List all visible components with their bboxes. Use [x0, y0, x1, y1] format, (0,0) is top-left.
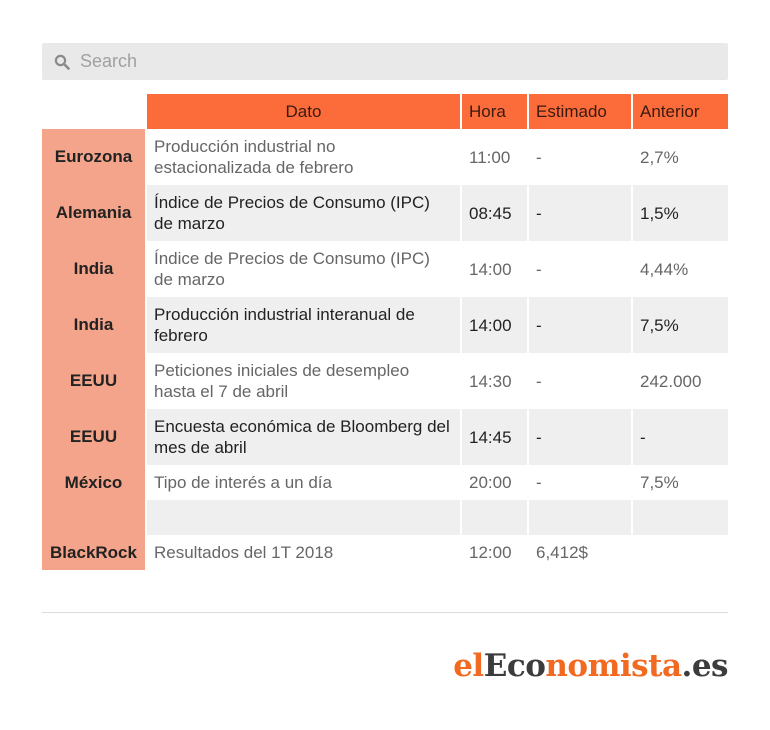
hora-cell: 14:00	[462, 297, 529, 353]
dato-cell: Índice de Precios de Consumo (IPC) de marzo	[147, 185, 462, 241]
table-row	[42, 185, 728, 241]
country-cell: BlackRock	[42, 535, 147, 570]
estimado-cell	[529, 500, 633, 535]
estimado-cell: -	[529, 297, 633, 353]
search-input[interactable]	[80, 51, 680, 72]
dato-cell: Producción industrial interanual de febrero	[147, 297, 462, 353]
header-anterior: Anterior	[633, 94, 728, 129]
hora-cell: 08:45	[462, 185, 529, 241]
hora-cell: 12:00	[462, 535, 529, 570]
country-cell: Eurozona	[42, 129, 147, 185]
hora-cell	[462, 500, 529, 535]
logo-part-nomista: nomista	[545, 648, 682, 684]
dato-cell: Resultados del 1T 2018	[147, 535, 462, 570]
hora-cell: 14:45	[462, 409, 529, 465]
country-cell: México	[42, 465, 147, 500]
anterior-cell: 4,44%	[633, 241, 728, 297]
hora-cell: 14:00	[462, 241, 529, 297]
table-row	[42, 535, 728, 570]
dato-cell: Índice de Precios de Consumo (IPC) de marzo	[147, 241, 462, 297]
header-dato: Dato	[147, 94, 462, 129]
estimado-cell: -	[529, 241, 633, 297]
anterior-cell: 242.000	[633, 353, 728, 409]
agenda-table	[42, 94, 728, 570]
header-corner	[42, 94, 147, 129]
logo-part-eco: Eco	[483, 648, 546, 684]
dato-cell: Peticiones iniciales de desempleo hasta el 7 de abril	[147, 353, 462, 409]
table-row	[42, 129, 728, 185]
anterior-cell: 2,7%	[633, 129, 728, 185]
estimado-cell: -	[529, 409, 633, 465]
anterior-cell	[633, 535, 728, 570]
table-row	[42, 465, 728, 500]
table-row	[42, 241, 728, 297]
anterior-cell: 1,5%	[633, 185, 728, 241]
dato-cell: Producción industrial no estacionalizada de febrero	[147, 129, 462, 185]
header-estimado: Estimado	[529, 94, 633, 129]
country-cell: India	[42, 241, 147, 297]
logo-part-es: .es	[681, 648, 728, 684]
country-cell: Alemania	[42, 185, 147, 241]
country-cell: EEUU	[42, 353, 147, 409]
eleconomista-logo[interactable]	[453, 648, 728, 684]
estimado-cell: -	[529, 465, 633, 500]
table-row	[42, 297, 728, 353]
hora-cell: 20:00	[462, 465, 529, 500]
table-header-row	[42, 94, 728, 129]
table-row-empty	[42, 500, 728, 535]
footer-divider	[42, 612, 728, 613]
search-icon	[54, 54, 70, 70]
estimado-cell: -	[529, 185, 633, 241]
table-row	[42, 409, 728, 465]
header-hora: Hora	[462, 94, 529, 129]
logo-part-el: el	[453, 648, 484, 684]
hora-cell: 14:30	[462, 353, 529, 409]
anterior-cell: 7,5%	[633, 465, 728, 500]
anterior-cell: 7,5%	[633, 297, 728, 353]
dato-cell	[147, 500, 462, 535]
hora-cell: 11:00	[462, 129, 529, 185]
search-bar[interactable]	[42, 43, 728, 80]
country-cell	[42, 500, 147, 535]
country-cell: EEUU	[42, 409, 147, 465]
dato-cell: Tipo de interés a un día	[147, 465, 462, 500]
estimado-cell: -	[529, 353, 633, 409]
anterior-cell: -	[633, 409, 728, 465]
estimado-cell: -	[529, 129, 633, 185]
anterior-cell	[633, 500, 728, 535]
table-row	[42, 353, 728, 409]
estimado-cell: 6,412$	[529, 535, 633, 570]
country-cell: India	[42, 297, 147, 353]
dato-cell: Encuesta económica de Bloomberg del mes de abril	[147, 409, 462, 465]
